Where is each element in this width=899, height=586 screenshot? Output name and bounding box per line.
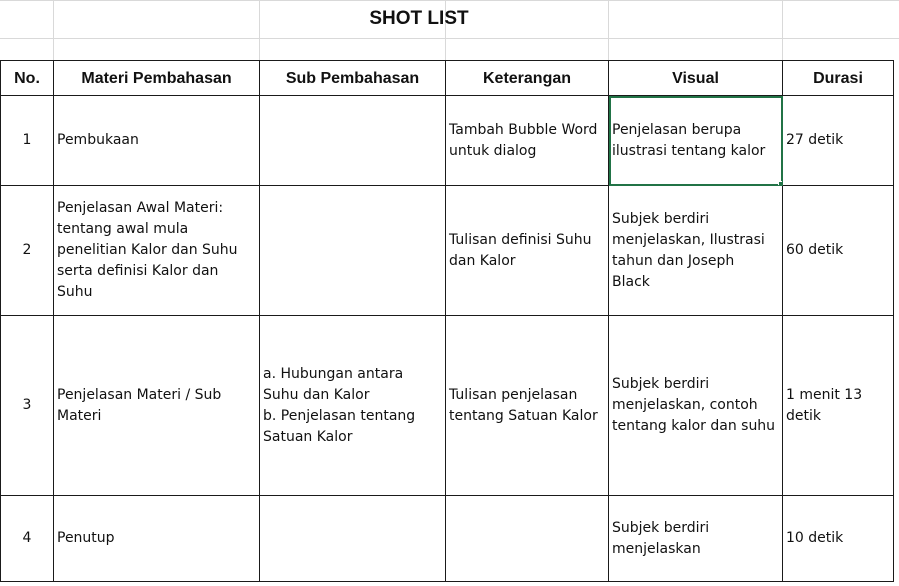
sheet-title[interactable]: SHOT LIST xyxy=(369,8,469,29)
cell-sub[interactable] xyxy=(260,496,446,582)
header-visual[interactable]: Visual xyxy=(609,61,783,96)
header-no[interactable]: No. xyxy=(1,61,54,96)
cell-visual[interactable]: Subjek berdiri menjelaskan, Ilustrasi tahun dan Joseph Black xyxy=(609,186,783,316)
cell-visual[interactable]: Subjek berdiri menjelaskan xyxy=(609,496,783,582)
cell-sub[interactable] xyxy=(260,96,446,186)
cell-keterangan[interactable] xyxy=(446,496,609,582)
cell-visual[interactable]: Subjek berdiri menjelaskan, contoh tentang kalor dan suhu xyxy=(609,316,783,496)
header-keterangan[interactable]: Keterangan xyxy=(446,61,609,96)
cell-durasi[interactable]: 27 detik xyxy=(783,96,894,186)
header-sub[interactable]: Sub Pembahasan xyxy=(260,61,446,96)
cell-durasi[interactable]: 1 menit 13 detik xyxy=(783,316,894,496)
cell-no[interactable]: 3 xyxy=(1,316,54,496)
cell-durasi[interactable]: 10 detik xyxy=(783,496,894,582)
cell-materi[interactable]: Penjelasan Materi / Sub Materi xyxy=(54,316,260,496)
shot-list-table xyxy=(0,60,894,582)
cell-no[interactable]: 4 xyxy=(1,496,54,582)
cell-materi[interactable]: Penjelasan Awal Materi: tentang awal mula penelitian Kalor dan Suhu serta definisi Kalor dan Suhu xyxy=(54,186,260,316)
gridline xyxy=(0,0,899,1)
table-row xyxy=(1,186,894,316)
table-row xyxy=(1,316,894,496)
cell-materi[interactable]: Penutup xyxy=(54,496,260,582)
cell-durasi[interactable]: 60 detik xyxy=(783,186,894,316)
fill-handle[interactable] xyxy=(778,181,783,186)
cell-sub[interactable] xyxy=(260,186,446,316)
cell-materi[interactable]: Pembukaan xyxy=(54,96,260,186)
cell-sub[interactable]: a. Hubungan antara Suhu dan Kalor b. Penjelasan tentang Satuan Kalor xyxy=(260,316,446,496)
cell-no[interactable]: 1 xyxy=(1,96,54,186)
table-row xyxy=(1,96,894,186)
cell-visual-selected[interactable] xyxy=(609,96,783,186)
header-row xyxy=(1,61,894,96)
cell-visual: Penjelasan berupa ilustrasi tentang kalor xyxy=(612,121,766,159)
cell-keterangan[interactable]: Tulisan definisi Suhu dan Kalor xyxy=(446,186,609,316)
cell-keterangan[interactable]: Tambah Bubble Word untuk dialog xyxy=(446,96,609,186)
cell-no[interactable]: 2 xyxy=(1,186,54,316)
cell-keterangan[interactable]: Tulisan penjelasan tentang Satuan Kalor xyxy=(446,316,609,496)
header-materi[interactable]: Materi Pembahasan xyxy=(54,61,260,96)
gridline xyxy=(0,38,899,39)
table-row xyxy=(1,496,894,582)
header-durasi[interactable]: Durasi xyxy=(783,61,894,96)
